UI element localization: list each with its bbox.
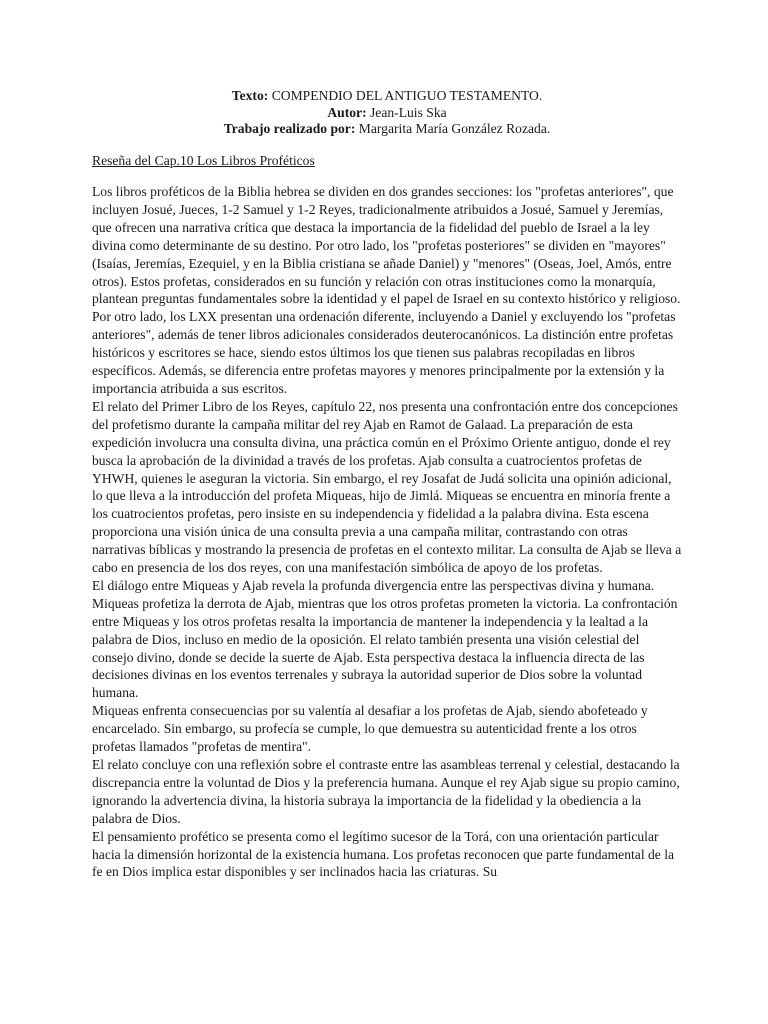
author-label: Autor: (327, 104, 367, 120)
document-header (92, 88, 682, 138)
credit-label: Trabajo realizado por: (223, 121, 356, 136)
credit-value: Margarita María González Rozada. (358, 121, 551, 136)
paragraph: El diálogo entre Miqueas y Ajab revela la profunda divergencia entre las perspectivas divina y humana. Miqueas profetiza la derrota de Ajab, mientras que los otros profetas prometen la victoria. La confrontación entre Miqueas y los otros profetas resalta la importancia de mantener la independencia y la lealtad a la palabra de Dios, incluso en medio de la oposición. El relato también presenta una visión celestial del consejo divino, donde se decide la suerte de Ajab. Esta perspectiva destaca la influencia directa de las decisiones divinas en los eventos terrenales y subraya la autoridad superior de Dios sobre la voluntad humana. (92, 577, 678, 701)
paragraph: Miqueas enfrenta consecuencias por su valentía al desafiar a los profetas de Ajab, siendo abofeteado y encarcelado. Sin embargo, su profecía se cumple, lo que demuestra su autenticidad frente a los otros profetas llamados "profetas de mentira". (92, 703, 648, 755)
paragraph: Los libros proféticos de la Biblia hebrea se dividen en dos grandes secciones: los "profetas anteriores", que incluyen Josué, Jueces, 1-2 Samuel y 1-2 Reyes, tradicionalmente atribuidos a Josué, Samuel y Jeremías, que ofrecen una narrativa crítica que destaca la importancia de la fidelidad del pueblo de Israel a la ley divina como determinante de su destino. Por otro lado, los "profetas posteriores" se dividen en "mayores" (Isaías, Jeremías, Ezequiel, y en la Biblia cristiana se añade Daniel) y "menores" (Oseas, Joel, Amós, entre otros). Estos profetas, considerados en su función y relación con otras instituciones como la monarquía, plantean preguntas fundamentales sobre la identidad y el papel de Israel en su contexto histórico y religioso. (92, 184, 681, 307)
document-page (92, 88, 682, 881)
text-value: COMPENDIO DEL ANTIGUO TESTAMENTO. (271, 88, 543, 103)
paragraph: El relato del Primer Libro de los Reyes, capítulo 22, nos presenta una confrontación entre dos concepciones del profetismo durante la campaña militar del rey Ajab en Ramot de Galaad. La preparación de esta expedición involucra una consulta divina, una práctica común en el Próximo Oriente antiguo, donde el rey busca la aprobación de la divinidad a través de los profetas. Ajab consulta a cuatrocientos profetas de YHWH, quienes le aseguran la victoria. Sin embargo, el rey Josafat de Judá solicita una opinión adicional, lo que lleva a la introducción del profeta Miqueas, hijo de Jimlá. Miqueas se encuentra en minoría frente a los cuatrocientos profetas, pero insiste en su independencia y fidelidad a la palabra divina. Esta escena proporciona una visión única de una consulta previa a una campaña militar, contrastando con otras narrativas bíblicas y mostrando la presencia de profetas en el contexto militar. La consulta de Ajab se lleva a cabo en presencia de los dos reyes, con una manifestación simbólica de apoyo de los profetas. (92, 398, 682, 576)
paragraph: El pensamiento profético se presenta como el legítimo sucesor de la Torá, con una orientación particular hacia la dimensión horizontal de la existencia humana. Los profetas reconocen que parte fundamental de la fe en Dios implica estar disponibles y ser inclinados hacia las criaturas. Su (92, 828, 675, 880)
header-text-line (92, 88, 682, 105)
text-label: Texto: (231, 88, 269, 103)
header-credit-line (92, 121, 682, 138)
chapter-subtitle: Reseña del Cap.10 Los Libros Proféticos (92, 152, 315, 168)
header-author-line (92, 105, 682, 122)
paragraph: Por otro lado, los LXX presentan una ordenación diferente, incluyendo a Daniel y excluyendo los "profetas anteriores", además de tener libros adicionales considerados deuterocanónicos. La distinción entre profetas históricos y escritores se hace, siendo estos últimos los que tienen sus palabras recopiladas en libros específicos. Además, se diferencia entre profetas mayores y menores principalmente por la extensión y la importancia atribuida a sus escritos. (92, 309, 676, 396)
body-text (92, 183, 682, 881)
paragraph: El relato concluye con una reflexión sobre el contraste entre las asambleas terrenal y celestial, destacando la discrepancia entre la voluntad de Dios y la preferencia humana. Aunque el rey Ajab sigue su propio camino, ignorando la advertencia divina, la historia subraya la importancia de la fidelidad y la obediencia a la palabra de Dios. (92, 757, 680, 826)
author-value: Jean-Luis Ska (370, 104, 447, 120)
